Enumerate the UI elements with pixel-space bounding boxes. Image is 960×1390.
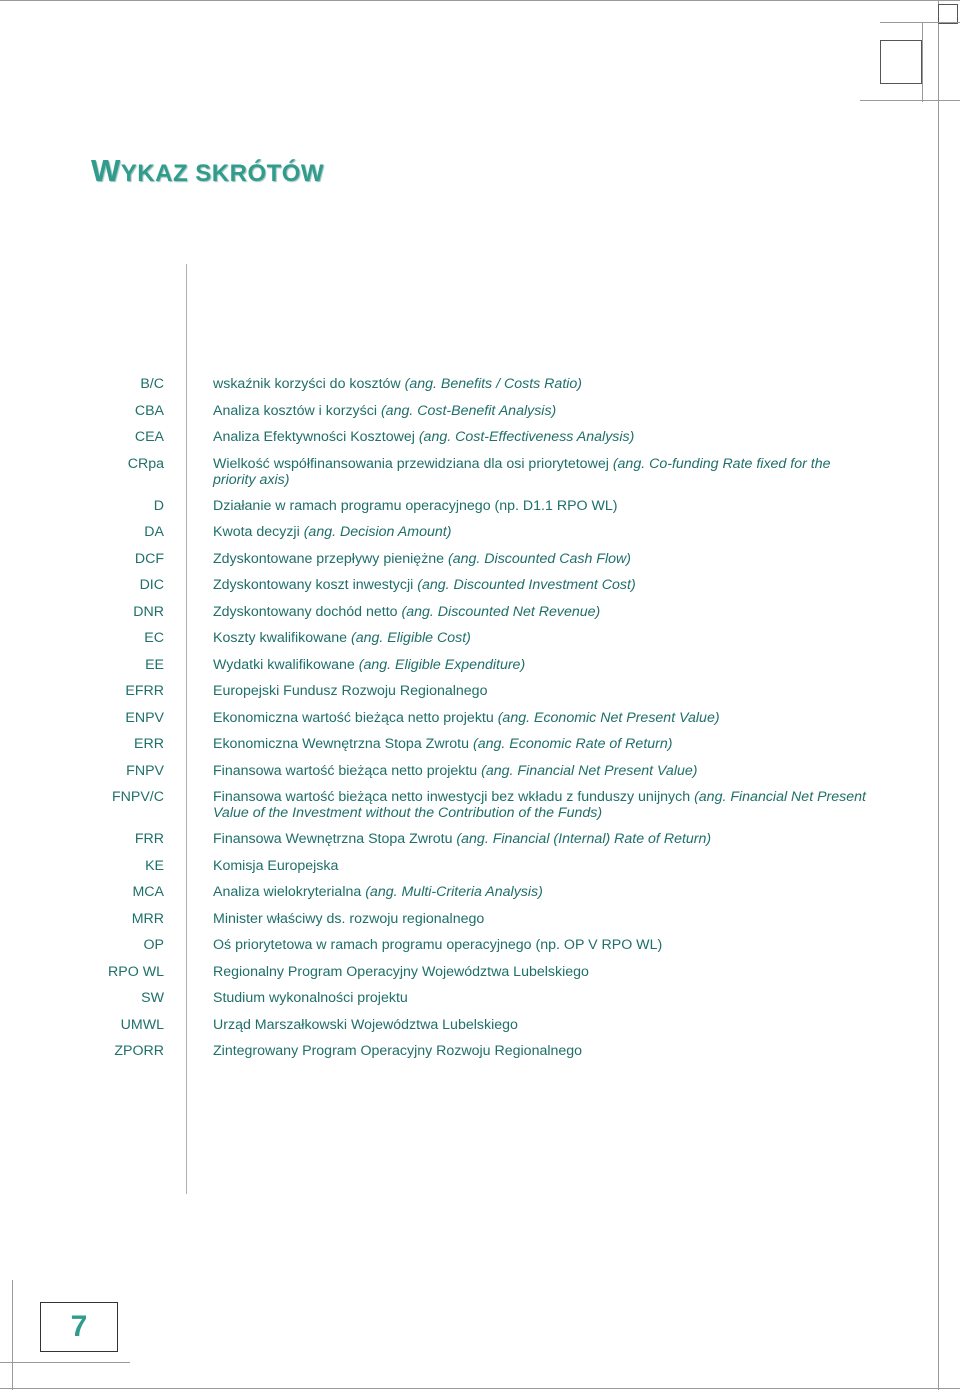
description-text: Kwota decyzji (213, 524, 300, 540)
abbreviation: CRpa (127, 455, 164, 472)
page-number-box (40, 1302, 118, 1352)
abbreviation: ZPORR (114, 1043, 164, 1059)
description (213, 403, 873, 419)
corner-box-large (880, 40, 922, 84)
description-text: Wydatki kwalifikowane (213, 656, 355, 673)
description (213, 376, 873, 392)
abbreviation: DA (144, 524, 164, 540)
english-term: (ang. Cost-Effectiveness Analysis) (418, 429, 635, 445)
description (213, 990, 873, 1006)
description-text: Finansowa wartość bieżąca netto projektu (213, 762, 478, 779)
frame-line-left-bottom (12, 1280, 13, 1390)
description (213, 1043, 873, 1059)
description (213, 736, 873, 752)
corner-box-small (938, 4, 958, 24)
english-term: (ang. Discounted Cash Flow) (448, 550, 631, 567)
abbreviation: FRR (134, 831, 164, 847)
abbreviation: OP (143, 937, 164, 953)
description (213, 577, 873, 593)
abbreviation: EE (145, 656, 164, 673)
description-text: Zdyskontowane przepływy pieniężne (213, 550, 445, 567)
english-term: (ang. Discounted Net Revenue) (401, 603, 601, 620)
frame-line-v2 (922, 22, 923, 102)
abbreviation: DNR (133, 603, 164, 620)
english-term: (ang. Financial (Internal) Rate of Return) (456, 831, 712, 847)
abbreviation: SW (141, 990, 164, 1006)
abbreviation: DCF (134, 550, 164, 567)
list-item (0, 551, 873, 567)
list-item (0, 884, 873, 900)
page-title (91, 152, 324, 189)
description-text: wskaźnik korzyści do kosztów (213, 376, 401, 392)
list-item (0, 710, 873, 726)
description-text: Zintegrowany Program Operacyjny Rozwoju Regionalnego (213, 1043, 583, 1059)
abbreviation: KE (145, 857, 164, 874)
abbreviation: EC (144, 630, 164, 646)
abbreviation: EFRR (125, 683, 164, 699)
description-text: Finansowa wartość bieżąca netto inwestycji bez wkładu z funduszy unijnych (213, 789, 691, 805)
description (213, 498, 873, 514)
description (213, 789, 873, 821)
description (213, 964, 873, 980)
list-item (0, 763, 873, 779)
list-item (0, 429, 873, 445)
description-text: Analiza Efektywności Kosztowej (213, 429, 415, 445)
english-term: (ang. Multi-Criteria Analysis) (365, 884, 543, 900)
frame-line-top (0, 0, 960, 1)
description-text: Analiza wielokryterialna (213, 884, 362, 900)
list-item (0, 990, 873, 1006)
description (213, 884, 873, 900)
abbreviation: CBA (134, 402, 164, 419)
abbreviation: CEA (134, 429, 164, 445)
page-number: 7 (70, 1310, 88, 1343)
description-text: Studium wykonalności projektu (213, 990, 408, 1006)
description (213, 937, 873, 953)
list-item (0, 736, 873, 752)
description-text: Zdyskontowany koszt inwestycji (213, 577, 414, 593)
frame-line-h2 (880, 22, 960, 23)
list-item (0, 524, 873, 540)
frame-line-bottom2 (0, 1362, 130, 1363)
abbreviation: ENPV (125, 709, 164, 726)
english-term: (ang. Economic Net Present Value) (497, 709, 720, 726)
list-item (0, 456, 873, 488)
abbreviation: D (153, 497, 164, 514)
list-item (0, 937, 873, 953)
abbreviation: UMWL (120, 1016, 164, 1033)
frame-line-right (938, 0, 939, 1390)
title-initial: W (91, 153, 121, 188)
list-item (0, 657, 873, 673)
abbreviation: FNPV/C (111, 789, 164, 805)
english-term: (ang. Financial Net Present Value of the Investment without the Contribution of the Funds) (213, 789, 866, 821)
list-item (0, 683, 873, 699)
list-item (0, 498, 873, 514)
list-item (0, 911, 873, 927)
description (213, 657, 873, 673)
list-item (0, 789, 873, 821)
description-text: Komisja Europejska (213, 857, 339, 874)
description (213, 858, 873, 874)
description-text: Ekonomiczna Wewnętrzna Stopa Zwrotu (213, 736, 470, 752)
abbreviation: FNPV (126, 762, 164, 779)
description (213, 429, 873, 445)
list-item (0, 577, 873, 593)
english-term: (ang. Decision Amount) (303, 524, 452, 540)
description-text: Regionalny Program Operacyjny Województwa Lubelskiego (213, 963, 589, 980)
description (213, 551, 873, 567)
description-text: Działanie w ramach programu operacyjnego (np. D1.1 RPO WL) (213, 497, 618, 514)
description-text: Koszty kwalifikowane (213, 630, 348, 646)
description (213, 456, 873, 488)
list-item (0, 831, 873, 847)
abbreviation: B/C (140, 376, 164, 392)
english-term: (ang. Discounted Investment Cost) (417, 577, 636, 593)
list-item (0, 964, 873, 980)
english-term: (ang. Eligible Cost) (351, 630, 471, 646)
title-rest: YKAZ SKRÓTÓW (120, 160, 325, 187)
description-text: Ekonomiczna wartość bieżąca netto projektu (213, 709, 494, 726)
frame-line-bottom (0, 1388, 960, 1389)
english-term: (ang. Benefits / Costs Ratio) (404, 376, 583, 392)
list-item (0, 1043, 873, 1059)
list-item (0, 630, 873, 646)
abbreviation: RPO WL (108, 963, 164, 980)
abbreviation: MCA (132, 884, 164, 900)
description-text: Oś priorytetowa w ramach programu operacyjnego (np. OP V RPO WL) (213, 937, 663, 953)
abbreviation: ERR (134, 736, 164, 752)
description-text: Zdyskontowany dochód netto (213, 603, 398, 620)
english-term: (ang. Financial Net Present Value) (481, 762, 698, 779)
english-term: (ang. Eligible Expenditure) (358, 656, 526, 673)
description (213, 1017, 873, 1033)
english-term: (ang. Economic Rate of Return) (472, 736, 673, 752)
list-item (0, 403, 873, 419)
list-item (0, 376, 873, 392)
description-text: Europejski Fundusz Rozwoju Regionalnego (213, 683, 488, 699)
list-item (0, 1017, 873, 1033)
description-text: Finansowa Wewnętrzna Stopa Zwrotu (213, 831, 453, 847)
description (213, 911, 873, 927)
abbreviation: MRR (131, 910, 164, 927)
description (213, 524, 873, 540)
list-item (0, 858, 873, 874)
frame-line-h3 (860, 100, 960, 101)
description (213, 630, 873, 646)
description-text: Wielkość współfinansowania przewidziana dla osi priorytetowej (213, 455, 609, 472)
description (213, 763, 873, 779)
list-item (0, 604, 873, 620)
description-text: Minister właściwy ds. rozwoju regionalnego (213, 910, 485, 927)
description-text: Analiza kosztów i korzyści (213, 402, 377, 419)
description-text: Urząd Marszałkowski Województwa Lubelskiego (213, 1016, 518, 1033)
english-term: (ang. Cost-Benefit Analysis) (380, 402, 557, 419)
english-term: (ang. Co-funding Rate fixed for the priority axis) (213, 455, 831, 488)
description (213, 683, 873, 699)
description (213, 710, 873, 726)
abbreviation: DIC (139, 577, 164, 593)
description (213, 604, 873, 620)
description (213, 831, 873, 847)
